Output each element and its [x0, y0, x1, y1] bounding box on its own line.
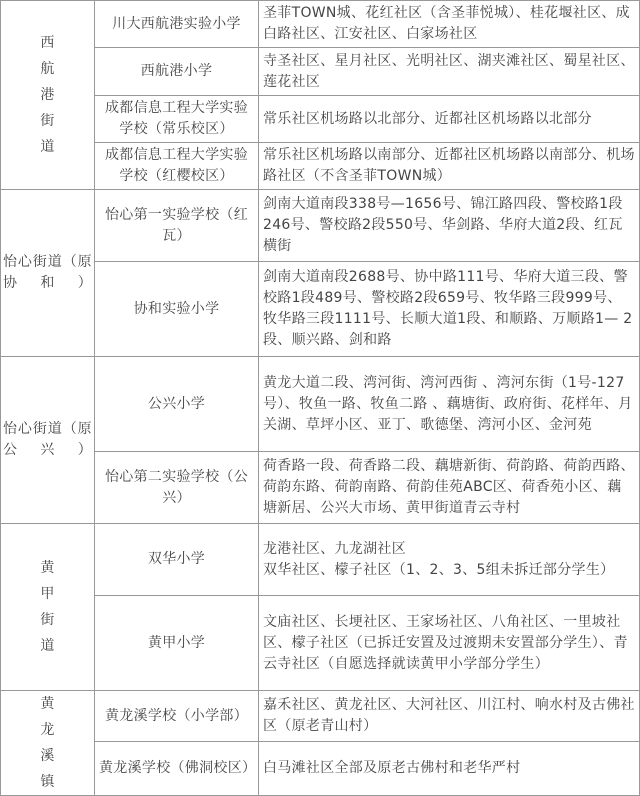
table-row	[1, 262, 640, 357]
street-cell	[1, 691, 95, 796]
table-row	[1, 596, 640, 691]
area-cell: 寺圣社区、星月社区、光明社区、湖夹滩社区、蜀星社区、莲花社区	[259, 48, 640, 96]
street-cell	[1, 1, 95, 190]
area-cell: 常乐社区机场路以北部分、近都社区机场路以北部分	[259, 96, 640, 143]
area-cell: 剑南大道南段338号—1656号、锦江路四段、警校路1段246号、警校路2段550号、华剑路、华府大道2段、红瓦横街	[259, 190, 640, 262]
street-cell	[1, 190, 95, 357]
table-row	[1, 357, 640, 452]
school-cell: 西航港小学	[95, 48, 259, 96]
school-cell: 黄龙溪学校（小学部）	[95, 691, 259, 742]
area-cell: 白马滩社区全部及原老古佛村和老华严村	[259, 742, 640, 796]
table-row	[1, 524, 640, 596]
street-cell	[1, 524, 95, 691]
table-row	[1, 1, 640, 48]
table-row	[1, 452, 640, 524]
school-cell: 川大西航港实验小学	[95, 1, 259, 48]
street-cell	[1, 357, 95, 524]
school-cell: 成都信息工程大学实验学校（红樱校区）	[95, 143, 259, 190]
street-name: 怡心街道（原协和）	[3, 254, 92, 291]
school-cell: 黄甲小学	[95, 596, 259, 691]
table-row	[1, 143, 640, 190]
street-name: 黄龙溪镇	[40, 696, 55, 790]
area-cell: 黄龙大道二段、湾河街、湾河西街 、湾河东街（1号-127号）、牧鱼一路、牧鱼二路 、藕塘街、政府街、花样年、月关湖、草坪小区、亚丁、歌德堡、湾河小区、金河苑	[259, 357, 640, 452]
area-cell: 文庙社区、长埂社区、王家场社区、八角社区、一里坡社区、檬子社区（已拆迁安置及过渡期未安置部分学生）、青云寺社区（自愿选择就读黄甲小学部分学生）	[259, 596, 640, 691]
street-name: 黄甲街道	[40, 560, 55, 654]
school-cell: 公兴小学	[95, 357, 259, 452]
school-cell: 成都信息工程大学实验学校（常乐校区）	[95, 96, 259, 143]
table-row	[1, 96, 640, 143]
area-cell: 剑南大道南段2688号、协中路111号、华府大道三段、警校路1段489号、警校路2段659号、牧华路三段999号、牧华路三段1111号、长顺大道1段、和顺路、万顺路1— 2段、顺兴路、剑和路	[259, 262, 640, 357]
area-cell: 荷香路一段、荷香路二段、藕塘新街、荷韵路、荷韵西路、荷韵东路、荷韵南路、荷韵佳苑ABC区、荷香苑小区、藕塘新居、公兴大市场、黄甲街道青云寺村	[259, 452, 640, 524]
street-name: 西航港街道	[40, 35, 55, 155]
area-cell: 龙港社区、九龙湖社区 双华社区、檬子社区（1、2、3、5组未拆迁部分学生）	[259, 524, 640, 596]
table-row	[1, 691, 640, 742]
area-cell: 圣菲TOWN城、花红社区（含圣菲悦城）、桂花堰社区、成白路社区、江安社区、白家场社区	[259, 1, 640, 48]
table-row	[1, 190, 640, 262]
table-row	[1, 48, 640, 96]
school-cell: 怡心第一实验学校（红瓦）	[95, 190, 259, 262]
school-cell: 怡心第二实验学校（公兴）	[95, 452, 259, 524]
area-cell: 嘉禾社区、黄龙社区、大河社区、川江村、响水村及古佛社区（原老青山村）	[259, 691, 640, 742]
table-row	[1, 742, 640, 796]
area-cell: 常乐社区机场路以南部分、近都社区机场路以南部分、机场路社区（不含圣菲TOWN城）	[259, 143, 640, 190]
street-name: 怡心街道（原公兴）	[3, 421, 92, 458]
school-cell: 双华小学	[95, 524, 259, 596]
school-cell: 协和实验小学	[95, 262, 259, 357]
school-cell: 黄龙溪学校（佛洞校区）	[95, 742, 259, 796]
